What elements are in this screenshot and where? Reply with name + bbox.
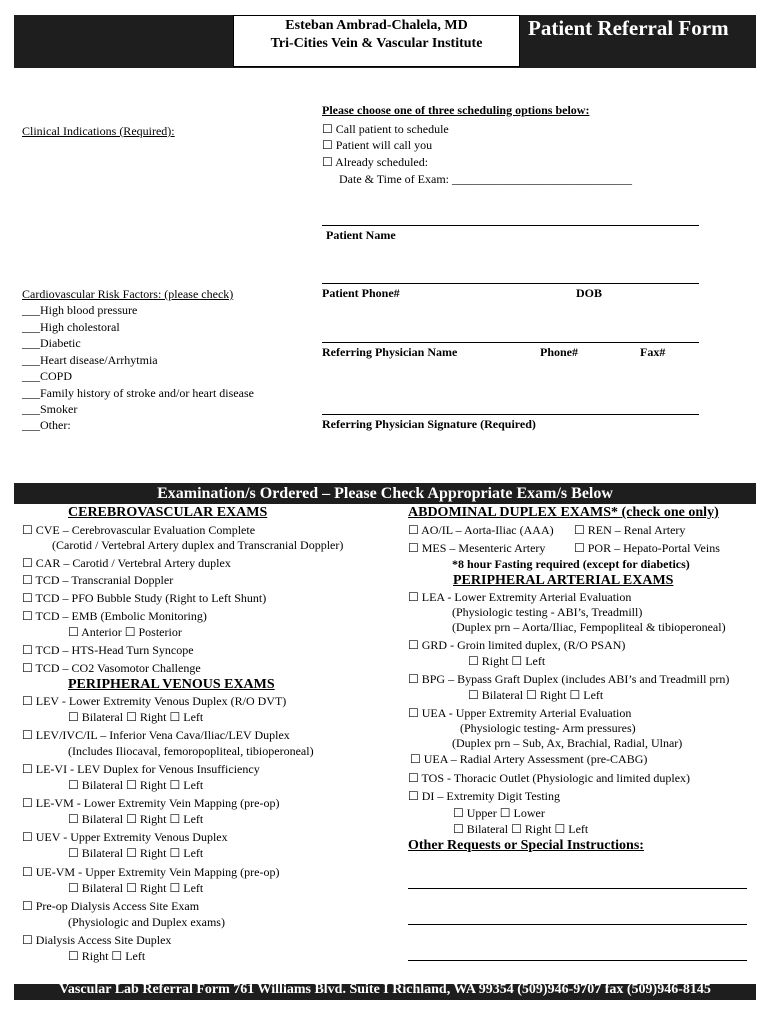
patient-phone-line[interactable]	[322, 283, 699, 284]
exam-lev[interactable]: ☐ LEV - Lower Extremity Venous Duplex (R/O DVT)	[22, 694, 287, 708]
referring-physician-label: Referring Physician Name	[322, 345, 458, 359]
exam-di-sides[interactable]: ☐ Bilateral ☐ Right ☐ Left	[453, 822, 589, 836]
exam-le-vi[interactable]: ☐ LE-VI - LEV Duplex for Venous Insufficiency	[22, 762, 260, 776]
exam-tos[interactable]: ☐ TOS - Thoracic Outlet (Physiologic and limited duplex)	[408, 771, 691, 785]
exam-uea-note2: (Duplex prn – Sub, Ax, Brachial, Radial, Ulnar)	[452, 736, 683, 750]
exam-ue-vm-sides[interactable]: ☐ Bilateral ☐ Right ☐ Left	[68, 881, 204, 895]
risk-diabetic[interactable]: ___Diabetic	[22, 336, 81, 350]
exam-mes[interactable]: ☐ MES – Mesenteric Artery	[408, 541, 546, 555]
exam-uev[interactable]: ☐ UEV - Upper Extremity Venous Duplex	[22, 830, 228, 844]
exam-lea-note1: (Physiologic testing - ABI’s, Treadmill)	[452, 605, 643, 619]
abdominal-heading: ABDOMINAL DUPLEX EXAMS* (check one only)	[408, 505, 719, 520]
exam-bpg[interactable]: ☐ BPG – Bypass Graft Duplex (includes ABI’s and Treadmill prn)	[408, 672, 730, 686]
exam-bpg-sides[interactable]: ☐ Bilateral ☐ Right ☐ Left	[468, 688, 604, 702]
risk-high-bp[interactable]: ___High blood pressure	[22, 303, 138, 317]
risk-other[interactable]: ___Other:	[22, 418, 71, 432]
exam-lev-ivc-note: (Includes Iliocaval, femoropopliteal, tibioperoneal)	[68, 744, 314, 758]
exam-uea[interactable]: ☐ UEA - Upper Extremity Arterial Evaluation	[408, 706, 632, 720]
schedule-option-patient-call[interactable]: ☐ Patient will call you	[322, 138, 433, 152]
exam-tcd-emb[interactable]: ☐ TCD – EMB (Embolic Monitoring)	[22, 609, 207, 623]
signature-line[interactable]	[322, 414, 699, 415]
exam-di[interactable]: ☐ DI – Extremity Digit Testing	[408, 789, 561, 803]
exam-lev-sides[interactable]: ☐ Bilateral ☐ Right ☐ Left	[68, 710, 204, 724]
exam-lea[interactable]: ☐ LEA - Lower Extremity Arterial Evaluation	[408, 590, 632, 604]
signature-label: Referring Physician Signature (Required)	[322, 417, 536, 431]
cerebrovascular-heading: CEREBROVASCULAR EXAMS	[68, 505, 268, 520]
exam-le-vm-sides[interactable]: ☐ Bilateral ☐ Right ☐ Left	[68, 812, 204, 826]
clinic-info-box	[233, 15, 520, 67]
venous-heading: PERIPHERAL VENOUS EXAMS	[68, 677, 275, 692]
scheduling-heading: Please choose one of three scheduling options below:	[322, 103, 590, 117]
exam-car[interactable]: ☐ CAR – Carotid / Vertebral Artery duplex	[22, 556, 231, 570]
exam-tcd-emb-options[interactable]: ☐ Anterior ☐ Posterior	[68, 625, 182, 639]
exam-ue-vm[interactable]: ☐ UE-VM - Upper Extremity Vein Mapping (pre-op)	[22, 865, 280, 879]
footer-text: Vascular Lab Referral Form 761 Williams Blvd. Suite I Richland, WA 99354 (509)946-9707 fax (509)946-8145	[59, 982, 711, 997]
exam-dialysis-sides[interactable]: ☐ Right ☐ Left	[68, 949, 146, 963]
exam-le-vm[interactable]: ☐ LE-VM - Lower Extremity Vein Mapping (pre-op)	[22, 796, 280, 810]
exams-section-title: Examination/s Ordered – Please Check Appropriate Exam/s Below	[157, 485, 613, 502]
other-requests-line-2[interactable]	[408, 924, 747, 925]
exam-por[interactable]: ☐ POR – Hepato-Portal Veins	[574, 541, 720, 555]
arterial-heading: PERIPHERAL ARTERIAL EXAMS	[453, 573, 674, 588]
risk-high-cholesterol[interactable]: ___High cholestoral	[22, 320, 120, 334]
patient-name-label: Patient Name	[326, 228, 396, 242]
schedule-option-already[interactable]: ☐ Already scheduled:	[322, 155, 429, 169]
fasting-note: *8 hour Fasting required (except for diabetics)	[452, 557, 690, 571]
exam-preop-dialysis[interactable]: ☐ Pre-op Dialysis Access Site Exam	[22, 899, 200, 913]
risk-factors-heading: Cardiovascular Risk Factors: (please check)	[22, 287, 234, 301]
patient-phone-label: Patient Phone#	[322, 286, 400, 300]
clinic-name: Esteban Ambrad-Chalela, MD	[285, 18, 468, 33]
referring-physician-line[interactable]	[322, 342, 699, 343]
exam-cve-note: (Carotid / Vertebral Artery duplex and Transcranial Doppler)	[52, 538, 344, 552]
risk-copd[interactable]: ___COPD	[22, 369, 73, 383]
risk-smoker[interactable]: ___Smoker	[22, 402, 78, 416]
exam-lev-ivc[interactable]: ☐ LEV/IVC/IL – Inferior Vena Cava/Iliac/LEV Duplex	[22, 728, 290, 742]
exam-preop-dialysis-note: (Physiologic and Duplex exams)	[68, 915, 225, 929]
other-requests-line-1[interactable]	[408, 888, 747, 889]
dob-label: DOB	[576, 286, 603, 300]
exam-tcd-pfo[interactable]: ☐ TCD – PFO Bubble Study (Right to Left Shunt)	[22, 591, 267, 605]
exam-di-upper-lower[interactable]: ☐ Upper ☐ Lower	[453, 806, 545, 820]
exam-date-time[interactable]: Date & Time of Exam: ______________________________	[339, 172, 632, 186]
exam-tcd-co2[interactable]: ☐ TCD – CO2 Vasomotor Challenge	[22, 661, 201, 675]
exam-dialysis-duplex[interactable]: ☐ Dialysis Access Site Duplex	[22, 933, 172, 947]
form-title: Patient Referral Form	[528, 16, 729, 40]
other-requests-heading: Other Requests or Special Instructions:	[408, 838, 644, 853]
exam-tcd[interactable]: ☐ TCD – Transcranial Doppler	[22, 573, 174, 587]
exam-grd[interactable]: ☐ GRD - Groin limited duplex, (R/O PSAN)	[408, 638, 626, 652]
exam-uev-sides[interactable]: ☐ Bilateral ☐ Right ☐ Left	[68, 846, 204, 860]
risk-heart-disease[interactable]: ___Heart disease/Arrhytmia	[22, 353, 158, 367]
physician-fax-label: Fax#	[640, 345, 666, 359]
schedule-option-call[interactable]: ☐ Call patient to schedule	[322, 122, 449, 136]
other-requests-line-3[interactable]	[408, 960, 747, 961]
exam-cve[interactable]: ☐ CVE – Cerebrovascular Evaluation Complete	[22, 523, 256, 537]
exam-ao-il[interactable]: ☐ AO/IL – Aorta-Iliac (AAA)	[408, 523, 554, 537]
exam-tcd-hts[interactable]: ☐ TCD – HTS-Head Turn Syncope	[22, 643, 194, 657]
institute-name: Tri-Cities Vein & Vascular Institute	[270, 36, 483, 51]
physician-phone-label: Phone#	[540, 345, 579, 359]
exam-grd-sides[interactable]: ☐ Right ☐ Left	[468, 654, 546, 668]
clinical-indications-label: Clinical Indications (Required):	[22, 124, 175, 138]
exam-uea-note1: (Physiologic testing- Arm pressures)	[460, 721, 636, 735]
exam-lea-note2: (Duplex prn – Aorta/Iliac, Fempopliteal & tibioperoneal)	[452, 620, 726, 634]
exam-le-vi-sides[interactable]: ☐ Bilateral ☐ Right ☐ Left	[68, 778, 204, 792]
risk-family-history[interactable]: ___Family history of stroke and/or heart disease	[22, 386, 254, 400]
patient-name-line[interactable]	[322, 225, 699, 226]
exam-uea-radial[interactable]: ☐ UEA – Radial Artery Assessment (pre-CABG)	[410, 752, 648, 766]
exam-ren[interactable]: ☐ REN – Renal Artery	[574, 523, 686, 537]
